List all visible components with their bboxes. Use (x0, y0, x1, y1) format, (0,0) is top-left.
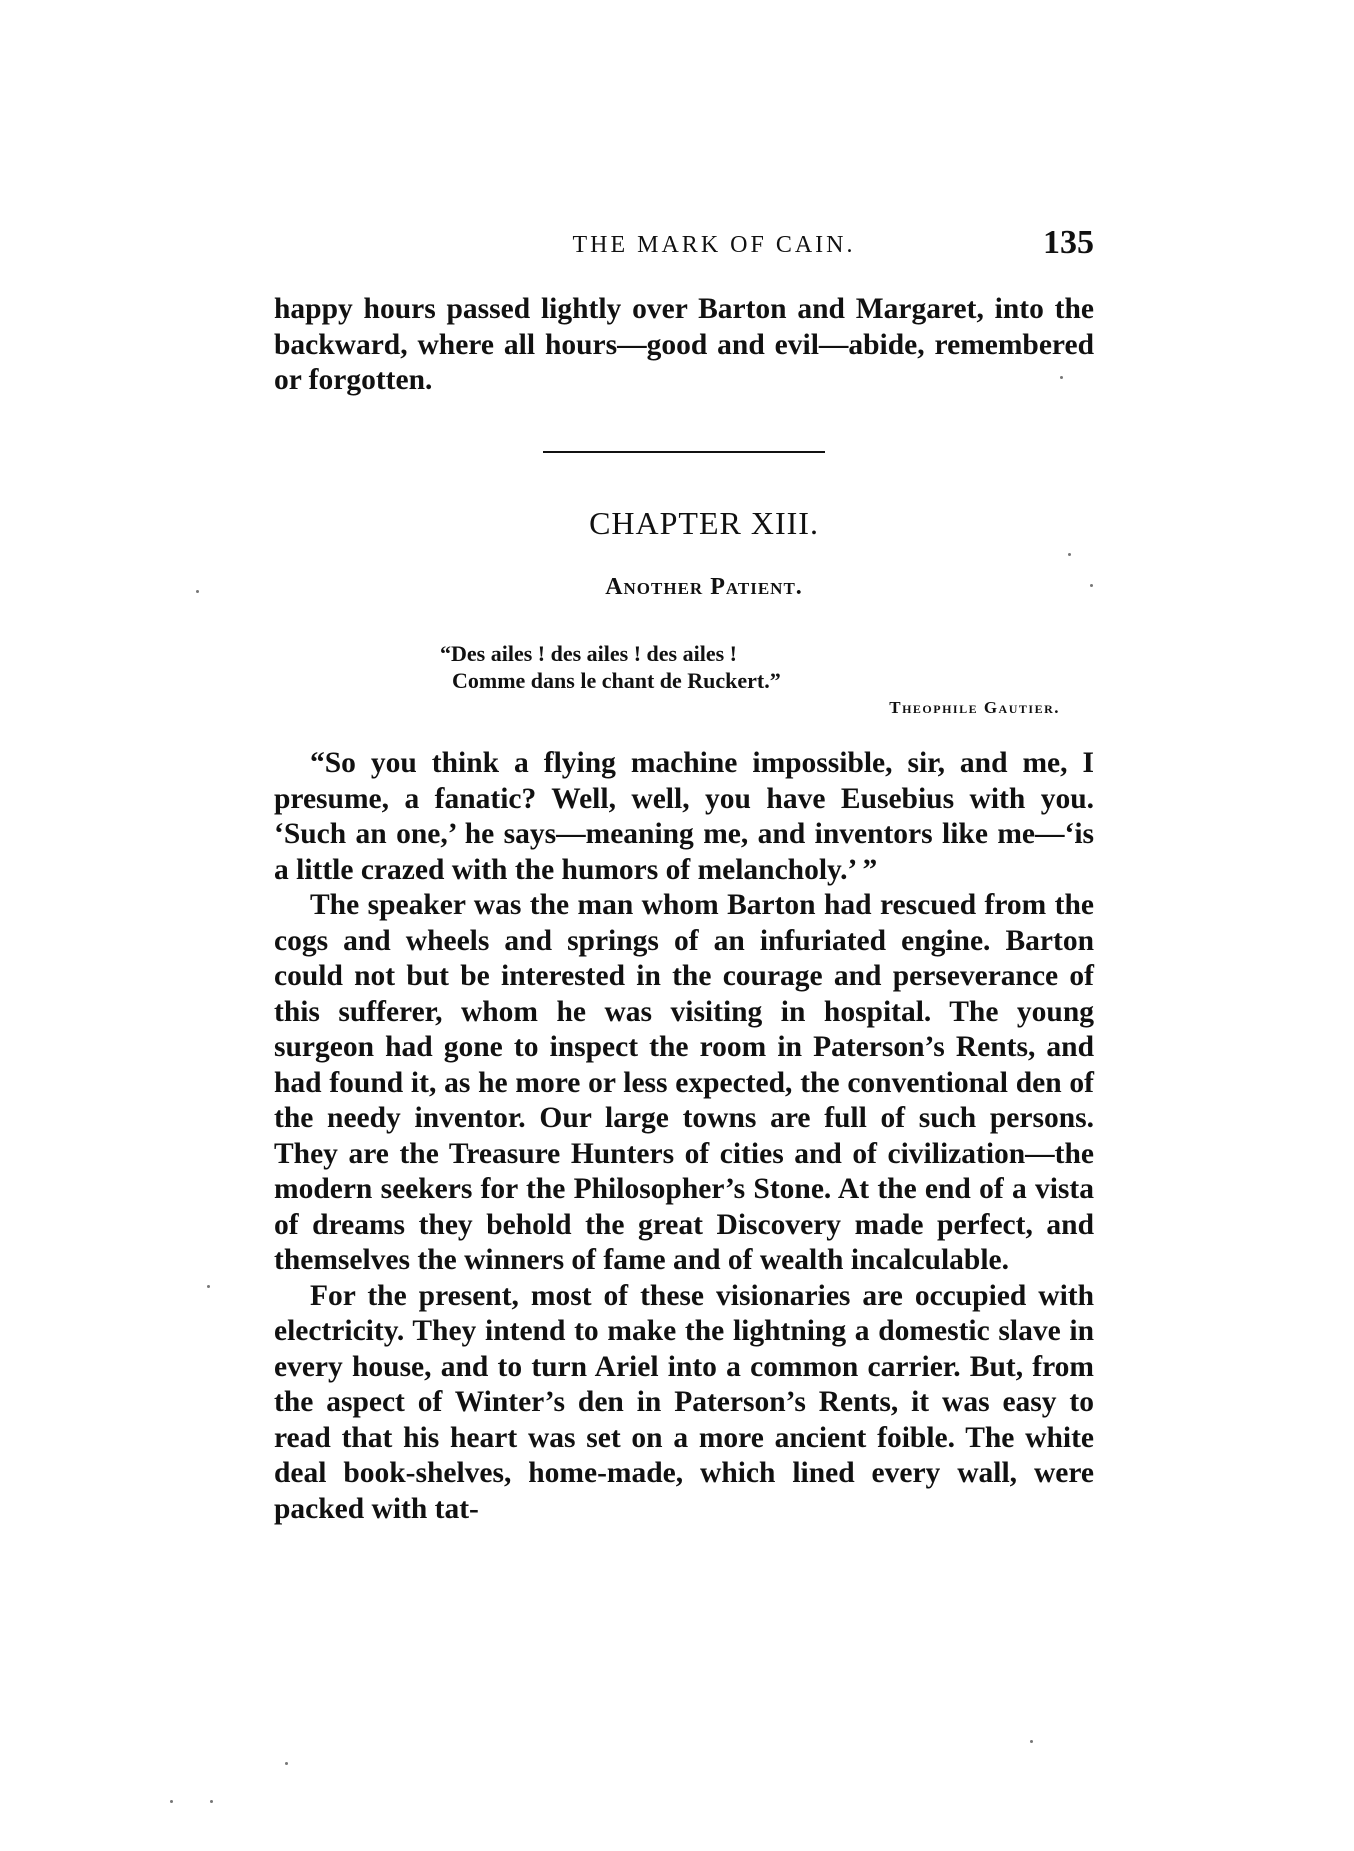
chapter-subtitle: Another Patient. (605, 574, 803, 600)
paragraph: The speaker was the man whom Barton had rescued from the cogs and wheels and springs of an infuriated engine. Barton could not but be interested in the courage and perseverance of this sufferer, whom he was visiting in hospital. The young surgeon had gone to inspect the room in Paterson’s Rents, and had found it, as he more or less expected, the conventional den of the needy inventor. Our large towns are full of such persons. They are the Treasure Hunters of cities and of civilization—the modern seekers for the Philosopher’s Stone. At the end of a vista of dreams they behold the great Discovery made perfect, and themselves the winners of fame and of wealth incalculable. (274, 889, 1094, 1276)
opening-paragraph-block (274, 292, 1094, 399)
epigraph-attribution: Theophile Gautier. (889, 698, 1060, 717)
print-speck (196, 590, 199, 593)
print-speck (1068, 553, 1071, 556)
running-header (274, 224, 1094, 264)
paragraph: For the present, most of these visionaries are occupied with electricity. They intend to make the lightning a domestic slave in every house, and to turn Ariel into a common carrier. But, from the aspect of Winter’s den in Paterson’s Rents, it was easy to read that his heart was set on a more ancient foible. The white deal book-shelves, home-made, which lined every wall, were packed with tat- (274, 1279, 1094, 1525)
print-speck (170, 1800, 173, 1803)
epigraph-line-2: Comme dans le chant de Ruckert.” (452, 668, 781, 693)
running-title: THE MARK OF CAIN. (572, 232, 856, 258)
paragraph: “So you think a flying machine impossible, sir, and me, I presume, a fanatic? Well, well, you have Eusebius with you. ‘Such an one,’ he says—meaning me, and inventors like me—‘is a little crazed with the humors of melancholy.’ ” (274, 747, 1094, 886)
print-speck (1030, 1740, 1033, 1743)
chapter-title: CHAPTER XIII. (589, 505, 819, 541)
body-text (274, 746, 1094, 1527)
epigraph-line-1: “Des ailes ! des ailes ! des ailes ! (440, 641, 737, 666)
print-speck (1060, 376, 1063, 379)
epigraph (440, 640, 1060, 721)
print-speck (1090, 584, 1093, 587)
section-divider (543, 451, 825, 453)
print-speck (210, 1800, 213, 1803)
page-number: 135 (1043, 224, 1094, 261)
opening-paragraph: happy hours passed lightly over Barton and Margaret, into the backward, where all hours—good and evil—abide, remembered or forgotten. (274, 293, 1094, 396)
print-speck (207, 1285, 210, 1288)
print-speck (285, 1762, 288, 1765)
